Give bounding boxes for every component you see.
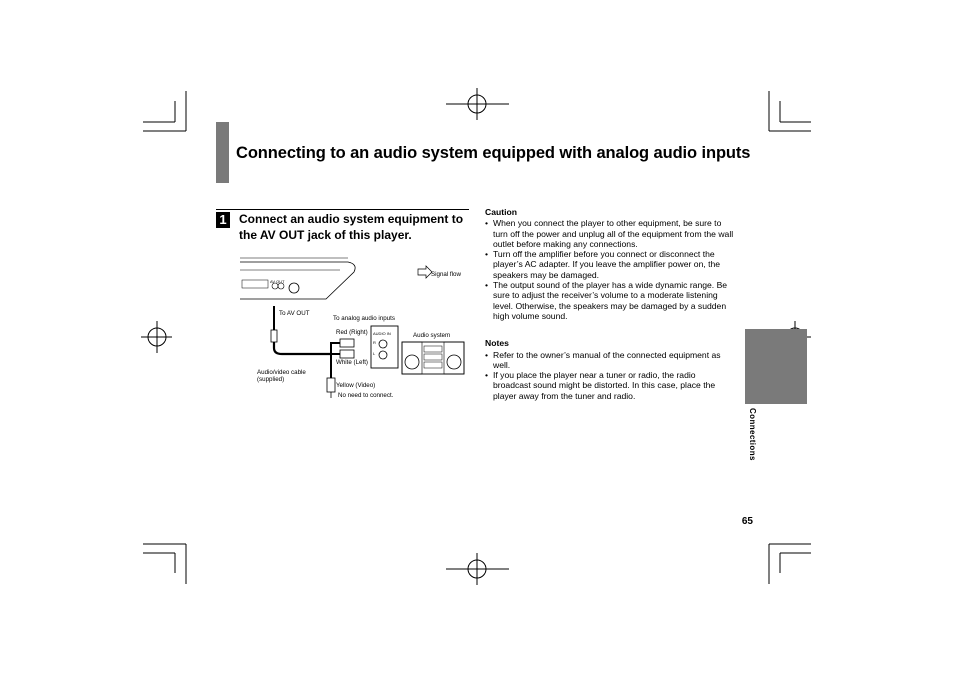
- connection-diagram: [230, 250, 476, 410]
- section-tab: [745, 329, 807, 404]
- section-tab-text: Connections: [748, 408, 757, 461]
- audio-system-label: Audio system: [413, 332, 451, 339]
- audio-in-label: AUDIO IN: [373, 331, 391, 336]
- yellow-video-label: Yellow (Video): [336, 382, 376, 389]
- caution-heading: Caution: [485, 207, 517, 217]
- notes-section: [485, 338, 735, 401]
- list-item: • Turn off the amplifier before you connect or disconnect the player’s AC adapter. If you leave the amplifier power on, the speakers may be damaged.: [485, 249, 735, 280]
- r-channel-label: R: [373, 340, 376, 345]
- to-analog-inputs-label: To analog audio inputs: [333, 315, 395, 322]
- cable-label: Audio/video cable: [257, 369, 306, 376]
- right-column: [485, 207, 735, 401]
- step-divider: [216, 209, 469, 210]
- step-instruction: Connect an audio system equipment to the AV OUT jack of this player.: [239, 212, 464, 242]
- signal-flow-label: Signal flow: [431, 271, 461, 278]
- list-item: • The output sound of the player has a wide dynamic range. Be sure to adjust the receiver’s volume to a moderate listening level. Otherwise, the speakers may be damaged by a sudden high volume sound.: [485, 280, 735, 321]
- white-left-label: White (Left): [336, 359, 368, 366]
- page-number: 65: [741, 516, 753, 527]
- notes-list: [485, 350, 735, 401]
- no-need-label: No need to connect.: [338, 392, 394, 399]
- section-tab-label: [747, 408, 757, 468]
- list-item: • If you place the player near a tuner or radio, the radio broadcast sound might be distorted. In this case, place the player away from the tuner and radio.: [485, 370, 735, 401]
- step-number-badge: 1: [216, 212, 230, 228]
- cable-supplied-label: (supplied): [257, 376, 285, 383]
- title-accent-bar: [216, 122, 229, 183]
- l-channel-label: L: [373, 351, 376, 356]
- caution-list: [485, 218, 735, 321]
- list-item: • Refer to the owner’s manual of the connected equipment as well.: [485, 350, 735, 371]
- list-item: • When you connect the player to other equipment, be sure to turn off the power and unplug all of the equipment from the wall outlet before making any connections.: [485, 218, 735, 249]
- notes-heading: Notes: [485, 338, 509, 349]
- av-out-jack-label: AV OUT: [270, 279, 285, 284]
- to-av-out-label: To AV OUT: [279, 310, 310, 317]
- red-right-label: Red (Right): [336, 329, 368, 336]
- page-title: Connecting to an audio system equipped with analog audio inputs: [236, 144, 751, 162]
